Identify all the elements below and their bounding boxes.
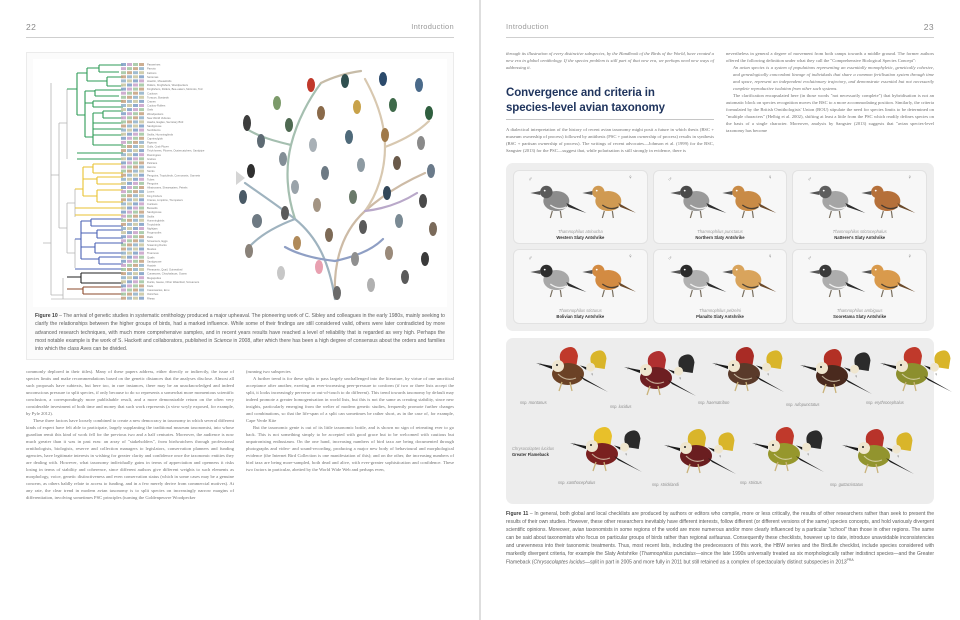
- female-symbol-icon: ♀: [590, 371, 595, 378]
- right-head-rule: [506, 37, 934, 38]
- figure-11-caption-part2: —since the late 1990s universally treated as six morphologically rather indistinct species—and the Greater Flameback (: [506, 550, 934, 566]
- svg-text:Loons: Loons: [147, 190, 155, 194]
- svg-text:Storks: Storks: [147, 170, 155, 174]
- right-column-2: [726, 51, 934, 155]
- svg-text:Grebes: Grebes: [147, 157, 156, 161]
- figure-11-caption-italic-1: Thamnophilus punctatus: [641, 550, 696, 557]
- antshrike-common-name: Sooretama Slaty Antshrike: [833, 314, 887, 320]
- female-symbol-icon: ♀: [896, 453, 901, 460]
- male-symbol-icon: ♂: [807, 177, 812, 184]
- antshrike-bird-svg: [795, 254, 924, 308]
- flameback-subspecies-label: ssp. stricklandi: [652, 481, 679, 487]
- svg-text:Parrots: Parrots: [147, 67, 156, 71]
- flameback-female-head: [708, 428, 738, 458]
- svg-text:Cuckoos: Cuckoos: [147, 92, 158, 96]
- right-col1-body: [506, 127, 714, 155]
- figure-11-caption-part3: —split in part in 2005 and more fully in 2011 but still retained as a complex of spectacularly distinct subspecies in 2013: [584, 559, 847, 566]
- bird-tree-svg: [225, 61, 443, 305]
- figure-10-dash: –: [59, 313, 62, 319]
- figure-10-caption-part2: in 2008, after which there has been a high degree of consensus about the orders and families into which the class Aves can be divided.: [35, 337, 445, 352]
- svg-text:Kiwis: Kiwis: [147, 285, 154, 288]
- male-symbol-icon: ♂: [807, 256, 812, 263]
- left-section-label: Introduction: [411, 22, 454, 31]
- svg-text:Sandgrouse: Sandgrouse: [147, 125, 162, 129]
- figure-11-label: Figure 11: [506, 510, 529, 517]
- svg-text:Quails: Quails: [147, 256, 155, 260]
- male-symbol-icon: ♂: [528, 256, 533, 263]
- svg-text:Swifts: Swifts: [147, 215, 155, 219]
- paragraph: commonly deplored in their titles). Many of these papers address, either directly or indirectly, the issue of species limits and make recommendations based on the genetic distances that the analyses disclose. Almost all such proposals have subtexts, but here too, in rare instances, there may be an unacknowledged and indeed unconscious pressure to split species, if only because to do so represents a somewhat more momentous scientific conclusion, a correspondingly more publishable result, and a more demonstrable return on the often very considerable investment of both time and money that such work represents (a view wryly exposed, for example, by Pyle 2012).: [26, 369, 234, 417]
- paragraph: The clarification encapsulated here (in those words "not necessarily complete") that hybridisation is not an automatic block on species recognition moves the BSC to a more accommodating position. Similarly, the criteria formulated by the British Ornithologists' Union (BOU) stipulate the need for species limits to be determined on "multiple characters" (Helbig et al. 2002), shifting at least a little from the PSC which readily defines species on the basis of a single character. Moreover, analysis by Sangster (2013) suggests that "avian species-level taxonomy has become: [726, 92, 934, 133]
- antshrike-illustration: [656, 175, 785, 229]
- antshrike-cell[interactable]: [513, 170, 648, 244]
- flameback-subspecies-label: ssp. lucidus: [610, 403, 632, 409]
- svg-text:Mesites: Mesites: [147, 248, 157, 252]
- left-running-head: [26, 22, 454, 42]
- antshrike-scientific-name: Thamnophilus sticturus: [558, 308, 602, 314]
- antshrike-illustration: [656, 254, 785, 308]
- svg-text:Screamers, Eggs: Screamers, Eggs: [147, 239, 168, 243]
- svg-text:Gulls, Crab Plover: Gulls, Crab Plover: [147, 145, 169, 149]
- figure-11-caption-part1: In general, both global and local checklists are produced by authors or editors who compile, more or less critically, the results of other researchers rather than seek to present the results of their own studies. However, these other researchers inevitably have different interests, follow different (or different versions of the same) species concepts, and hold variously divergent scientific opinions. Moreover, avian taxonomists in some regions of the world are more numerous and/or more clearly influenced by a particular "school" than those in other regions. The same can be said about taxonomists who focus on particular groups of birds rather than regional avifaunas. Consequently these checklists, however up to date, introduce unavoidable inconsistencies and unevenness into their taxonomic treatments. Thus, most recent lists, including the predecessors of this work, the HBW series and the BirdLife checklist, include species considered with markedly divergent criteria, for example the Slaty Antshrike (: [506, 510, 934, 557]
- antshrike-bird-svg: [656, 175, 785, 229]
- paragraph: These three factors have loosely combined to create a new democracy in taxonomy in which several different kinds of expert have felt able to participate, largely supplanting the traditional museum taxonomist, into whose guardian remit this kind of work fell for the previous two and a half centuries. Moreover, the audience is now much greater than it was in past eras: an array of "stakeholders", from birdwatchers through professional ornithologists, biologists, reserve and collection managers to legislators, conservation planners and funding agencies, have legitimate interests in wishing for greater clarity and confidence once the taxonomic entities they are dealing with. However, what taxonomy individually gains in terms of appreciation and openness it risks losing in terms of stability and coherence, since different authors give different weights to such elements as morphology, voice, genetic distinctiveness and even conservation status (which in some cases may be a genuine concern, as others baldly relate to access to funding, and in a few merely derive from commercial motives). At any rate, the clear trend in modern avian taxonomy is to split species on increasingly narrow margins of differentiation, involving sometimes PSC principles (turning the Goldenpeuvre Woodpecker: [26, 418, 234, 500]
- svg-text:Kingfishers, Rollers, Bee-eate: Kingfishers, Rollers, Bee-eaters, Motmots, Tod: [147, 88, 203, 92]
- female-symbol-icon: ♀: [934, 371, 939, 378]
- cladogram-label-bands: [121, 61, 233, 303]
- antshrike-scientific-name: Thamnophilus atrinucha: [557, 229, 603, 235]
- svg-text:Pheasants, Quail, Guineafowl: Pheasants, Quail, Guineafowl: [147, 268, 183, 272]
- antshrike-common-name: Planalto Slaty Antshrike: [696, 314, 744, 320]
- svg-text:Ostriches: Ostriches: [147, 293, 159, 297]
- flameback-female-head: [614, 426, 644, 456]
- svg-text:Turacos, Bustards: Turacos, Bustards: [147, 96, 169, 100]
- svg-text:Penguins, Tropicbirds, Cormora: Penguins, Tropicbirds, Cormorants, Gannets: [147, 174, 201, 178]
- intro-paragraph: [506, 51, 714, 72]
- svg-text:Falcons: Falcons: [147, 71, 157, 75]
- antshrike-cell[interactable]: [792, 249, 927, 323]
- flameback-subspecies-label: ssp. xanthocephalus: [558, 479, 596, 485]
- svg-text:Rheas: Rheas: [147, 297, 155, 301]
- svg-text:Frogmouths: Frogmouths: [147, 231, 162, 235]
- antshrike-common-name: Bolivian Slaty Antshrike: [556, 314, 605, 320]
- flameback-female-head: [886, 428, 916, 458]
- flameback-female-head: [668, 350, 698, 380]
- antshrike-label: [656, 229, 785, 240]
- antshrike-scientific-name: Thamnophilus punctatus: [697, 229, 743, 235]
- section-heading-line1: Convergence and criteria in: [506, 86, 655, 99]
- intro-part2: , have created a new era in global ornithology. If the species problem is still part of that new era, we perhaps need new ways of addressing it.: [506, 51, 714, 70]
- svg-text:Albatrosses, Shearwaters, Petr: Albatrosses, Shearwaters, Petrels: [147, 186, 188, 190]
- male-symbol-icon: ♂: [626, 365, 631, 372]
- flameback-subspecies-label: ssp. guttacristatus: [830, 481, 863, 487]
- svg-text:New World Vultures: New World Vultures: [147, 116, 171, 120]
- svg-text:Hawks, Eagles, Secretary Bird: Hawks, Eagles, Secretary Bird: [147, 121, 184, 124]
- figure-10-caption-part1: The arrival of genetic studies in systematic ornithology produced a major upheaval. The pioneering work of C. Sibley and colleagues in the early 1980s, mainly seeking to clarify the relationships between the higher groups of birds, had a marked influence. While some of their findings are still considered valid, others were later contradicted by more advanced research techniques, with much more comprehensive samples, and in recent years results have reached a level of reliability that is regarded as very high. Perhaps the most notable example is the work of S. Hackett and collaborators, published in: [35, 313, 445, 344]
- svg-text:Ducks, Geese, Other Waterfowl,: Ducks, Geese, Other Waterfowl, Screamers: [147, 280, 200, 284]
- svg-text:Cuckoo-Rollers: Cuckoo-Rollers: [147, 104, 166, 108]
- female-symbol-icon: ♀: [678, 375, 683, 382]
- flameback-panel: [506, 338, 939, 504]
- flameback-scientific-name: Chrysocolaptes lucidus: [512, 445, 555, 451]
- flameback-subspecies-label: ssp. montanus: [520, 399, 547, 405]
- svg-text:Pigeons: Pigeons: [147, 141, 157, 145]
- left-column-1: [26, 369, 234, 501]
- intro-italic-title: Handbook of the Birds of the World: [619, 51, 685, 56]
- paragraph: (running two subspecies: [246, 369, 291, 375]
- figure-10-label: Figure 10: [35, 313, 58, 319]
- svg-text:Herons: Herons: [147, 166, 156, 170]
- paragraph: A further trend is for these splits to pass largely unchallenged into the literature, by virtue of one uncritical acceptance after another, exerting an ever-increasing peer-pressure to conform (if two or three lists accept the split, it looks increasingly perverse or out-of-touch to do different). This trend towards taxonomy by default may indeed promote a greater homogenisation in world lists, but this is not the same as creating stability, since new insights, particularly emerging from the welter of modern genetic studies, frequently promote further changes and combinations, so that the life-span of a split can sometimes be rather short, as in the case of, for example, Cape Verde Kite: [246, 376, 454, 424]
- right-page: [480, 0, 960, 620]
- female-symbol-icon: ♀: [907, 175, 912, 182]
- antshrike-illustration: [516, 175, 645, 229]
- flameback-female-head: [756, 346, 786, 376]
- section-heading: [506, 86, 714, 116]
- antshrike-cell[interactable]: [653, 249, 788, 323]
- svg-text:Tinamous: Tinamous: [147, 252, 159, 256]
- male-symbol-icon: ♂: [667, 256, 673, 263]
- svg-text:Hoatzin, Mousebirds: Hoatzin, Mousebirds: [147, 80, 172, 83]
- svg-text:Hummingbirds: Hummingbirds: [147, 219, 165, 223]
- right-page-columns: [506, 51, 934, 155]
- antshrike-common-name: Natterer's Slaty Antshrike: [834, 234, 886, 240]
- figure-10-artwork: [33, 59, 447, 307]
- svg-text:Flamingoes: Flamingoes: [147, 153, 161, 157]
- antshrike-bird-svg: [656, 254, 785, 308]
- svg-text:Rollers, Kingfishers, Woodpeck: Rollers, Kingfishers, Woodpeckers: [147, 84, 189, 88]
- antshrike-cell[interactable]: [653, 170, 788, 244]
- left-folio: 22: [26, 22, 37, 32]
- paragraph: But the taxonomic genie is out of its little taxonomic bottle, and is shown no sign of retreating ever to go back. This is not something simply to be accepted with good grace but to be welcomed with cautious but unpatronising enthusiasm. On the one hand, increasing numbers of bird taxa are being documented through photographs and video- and sound-recording, producing a major new body of behavioural and morphological evidence (the Internet Bird Collection is one manifestation of this); and on the other, the increasing numbers of bird taxa are being more-sampled, both dead and alive, with ever-greater sophistication and confidence. These two factors in particular, abetted by the World Wide Web and perhaps even,: [246, 425, 454, 472]
- male-symbol-icon: ♂: [844, 443, 849, 450]
- male-symbol-icon: ♂: [754, 441, 759, 448]
- antshrike-cell[interactable]: [513, 249, 648, 323]
- svg-text:Tubes: Tubes: [147, 178, 155, 182]
- svg-text:Bustards: Bustards: [147, 207, 158, 211]
- svg-text:Cassowaries, Emu: Cassowaries, Emu: [147, 289, 170, 293]
- antshrike-bird-svg: [795, 175, 924, 229]
- svg-text:Swifts, Hummingbirds: Swifts, Hummingbirds: [147, 133, 173, 137]
- figure-10-box: [26, 52, 454, 360]
- svg-text:Curassows, Chachalacas, Guans: Curassows, Chachalacas, Guans: [147, 272, 187, 276]
- male-symbol-icon: ♂: [528, 177, 533, 184]
- female-symbol-icon: ♀: [628, 175, 633, 182]
- antshrike-label: [516, 229, 645, 240]
- svg-text:Cranes, Limpkins, Trumpeters: Cranes, Limpkins, Trumpeters: [147, 198, 183, 202]
- svg-text:Caprimulgids: Caprimulgids: [147, 137, 163, 141]
- flameback-female-head: [844, 348, 874, 378]
- antshrike-scientific-name: Thamnophilus pelzelni: [699, 308, 741, 314]
- antshrike-label: [795, 308, 924, 319]
- svg-text:Owls: Owls: [147, 108, 153, 112]
- paragraph: nevertheless in general a degree of movement from both camps towards a middle ground. The former authors offered the following definition under what they call the "Comprehensive Biological Species Concept":: [726, 51, 934, 63]
- left-head-rule: [26, 37, 454, 38]
- antshrike-illustration: [516, 254, 645, 308]
- figure-11-caption: [506, 510, 934, 567]
- svg-text:Passerines: Passerines: [147, 63, 161, 67]
- antshrike-common-name: Western Slaty Antshrike: [556, 234, 605, 240]
- svg-text:Penguins: Penguins: [147, 182, 159, 186]
- figure-10-caption-italic: Science: [213, 337, 232, 344]
- right-column-1: [506, 51, 714, 155]
- flameback-subspecies-label: ssp. erythrocephalus: [866, 399, 904, 405]
- svg-text:Seriemas: Seriemas: [147, 75, 159, 79]
- figure-11: [506, 163, 939, 566]
- antshrike-label: [795, 229, 924, 240]
- svg-text:Sreaming Ducks: Sreaming Ducks: [147, 244, 167, 247]
- left-column-2: [246, 369, 454, 501]
- svg-text:Tropicbirds: Tropicbirds: [147, 223, 161, 227]
- svg-text:Cranes: Cranes: [147, 100, 156, 104]
- right-folio: 23: [923, 22, 934, 32]
- section-heading-rule: [506, 119, 714, 120]
- female-symbol-icon: ♀: [628, 254, 633, 261]
- svg-text:Woodpeckers: Woodpeckers: [147, 112, 164, 116]
- antshrike-scientific-name: Thamnophilus ambiguus: [836, 308, 883, 314]
- flameback-subspecies-label: ssp. haematribon: [698, 399, 730, 405]
- svg-text:Sunbitterns: Sunbitterns: [147, 129, 161, 133]
- flameback-subspecies-label: ssp. strictus: [740, 479, 762, 485]
- male-symbol-icon: ♂: [882, 361, 887, 368]
- left-page-columns: [26, 369, 454, 501]
- male-symbol-icon: ♂: [666, 443, 671, 450]
- figure-11-caption-italic-2: Chrysocolaptes lucidus: [533, 559, 585, 566]
- male-symbol-icon: ♂: [714, 361, 719, 368]
- antshrike-cell[interactable]: [792, 170, 927, 244]
- section-heading-line2: species-level avian taxonomy: [506, 102, 665, 115]
- antshrike-illustration: [795, 254, 924, 308]
- antshrike-grid: [513, 170, 927, 324]
- female-symbol-icon: ♀: [767, 254, 773, 261]
- flameback-main-label: [512, 446, 554, 457]
- paragraph: A dialectical interpretation of the history of recent avian taxonomy might posit a future in which thesis (BSC + museum ownership of process) followed by antithesis (PSC + partisan ownership of process) results in synthesis (BSC + partisan ownership of process). The writings of recent advocates—Johnson et al. (1999) for the BSC, Sangster (2013) for the PSC—suggest that, while polarisation is still strongly in evidence, there is: [506, 127, 714, 154]
- svg-text:Sandgrouse: Sandgrouse: [147, 211, 162, 215]
- svg-text:Rails: Rails: [147, 235, 153, 239]
- antshrike-bird-svg: [516, 254, 645, 308]
- male-symbol-icon: ♂: [802, 363, 807, 370]
- svg-text:Thick-knees, Plovers, Oysterca: Thick-knees, Plovers, Oystercatchers, Sandpipe: [147, 149, 205, 153]
- flameback-female-head: [580, 346, 610, 376]
- right-running-head: [506, 22, 934, 42]
- flameback-female-head: [796, 426, 826, 456]
- figure-10-caption: [33, 307, 447, 359]
- female-symbol-icon: ♀: [624, 451, 629, 458]
- flameback-female-head: [924, 346, 954, 376]
- female-symbol-icon: ♀: [766, 371, 771, 378]
- female-symbol-icon: ♀: [767, 175, 773, 182]
- antshrike-bird-svg: [516, 175, 645, 229]
- female-symbol-icon: ♀: [907, 254, 912, 261]
- svg-text:Cuckoos: Cuckoos: [147, 203, 158, 206]
- male-symbol-icon: ♂: [572, 441, 577, 448]
- svg-text:Hoatzin: Hoatzin: [147, 264, 157, 268]
- male-symbol-icon: ♂: [667, 177, 673, 184]
- antshrike-label: [656, 308, 785, 319]
- flameback-common-name: Greater Flameback: [512, 451, 549, 457]
- right-col2-body: [726, 51, 934, 135]
- antshrike-scientific-name: Thamnophilus stictocephalus: [832, 229, 887, 235]
- antshrike-common-name: Northern Slaty Antshrike: [695, 234, 745, 240]
- block-quote: An avian species is a system of populations representing an essentially monophyletic, genetically cohesive, and genealogically concordant lineage of individuals that share a common fertilisation system through time and space, represent an independent evolutionary trajectory, and demonstrate essential but not necessarily complete reproductive isolation from other such systems.: [733, 64, 934, 91]
- intro-part1: through its illustration of every distinctive subspecies, by the: [506, 51, 620, 56]
- right-section-label: Introduction: [506, 22, 549, 31]
- figure-11-caption-superscript: PRA: [846, 557, 854, 562]
- flameback-subspecies-label: ssp. rufopunctatus: [786, 401, 820, 407]
- female-symbol-icon: ♀: [718, 453, 723, 460]
- female-symbol-icon: ♀: [854, 373, 859, 380]
- svg-text:Sandgrouse: Sandgrouse: [147, 260, 162, 264]
- figure-11-dash: –: [529, 510, 533, 517]
- antshrike-panel: [506, 163, 934, 331]
- svg-text:King Fishers: King Fishers: [147, 194, 162, 198]
- svg-text:Pelicans: Pelicans: [147, 162, 158, 165]
- antshrike-illustration: [795, 175, 924, 229]
- svg-text:Nightjars: Nightjars: [147, 227, 158, 231]
- antshrike-label: [516, 308, 645, 319]
- female-symbol-icon: ♀: [806, 451, 811, 458]
- svg-text:Megapodes: Megapodes: [147, 276, 162, 280]
- male-symbol-icon: ♂: [538, 361, 543, 368]
